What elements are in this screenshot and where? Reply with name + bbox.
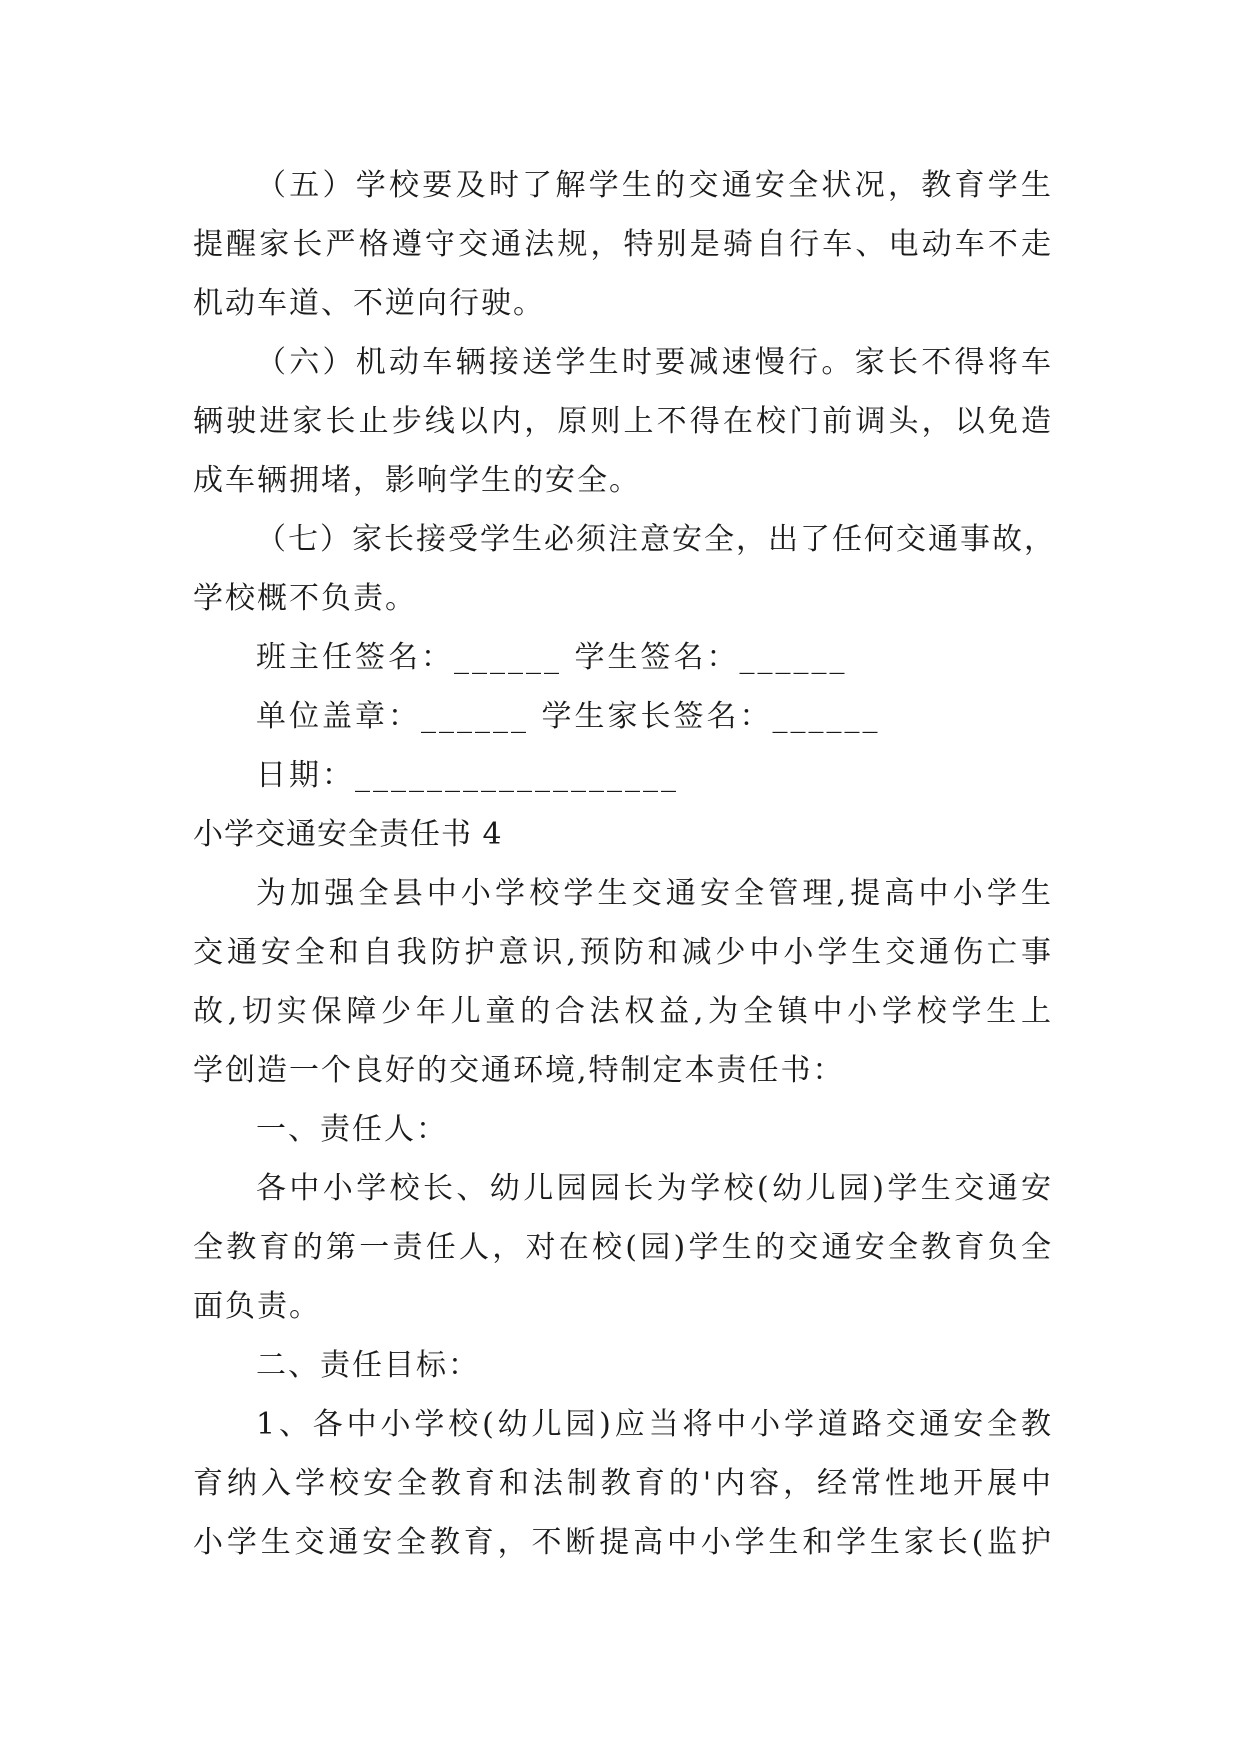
signature-line-stamp-parent: 单位盖章：______ 学生家长签名：______ xyxy=(256,699,881,734)
paragraph-line: 1、各中小学校(幼儿园)应当将中小学道路交通安全教 xyxy=(256,1407,1053,1442)
document-body xyxy=(193,156,1056,1572)
subheading: 二、责任目标： xyxy=(256,1348,480,1383)
date-line: 日期：__________________ xyxy=(256,758,679,793)
subheading: 一、责任人： xyxy=(256,1112,448,1147)
paragraph-line: 机动车道、不逆向行驶。 xyxy=(193,286,545,321)
paragraph-line: （六）机动车辆接送学生时要减速慢行。家长不得将车 xyxy=(256,345,1053,380)
paragraph-line: 为加强全县中小学校学生交通安全管理,提高中小学生 xyxy=(256,876,1053,911)
paragraph-line: （五）学校要及时了解学生的交通安全状况，教育学生 xyxy=(256,168,1053,203)
paragraph-line: 学校概不负责。 xyxy=(193,581,417,616)
paragraph-line: 面负责。 xyxy=(193,1289,321,1324)
paragraph-line: 交通安全和自我防护意识,预防和减少中小学生交通伤亡事 xyxy=(193,935,1053,970)
paragraph-line: 各中小学校长、幼儿园园长为学校(幼儿园)学生交通安 xyxy=(256,1171,1053,1206)
paragraph-line: 小学生交通安全教育，不断提高中小学生和学生家长(监护 xyxy=(193,1525,1053,1560)
paragraph-line: 全教育的第一责任人，对在校(园)学生的交通安全教育负全 xyxy=(193,1230,1053,1265)
paragraph-line: 育纳入学校安全教育和法制教育的'内容，经常性地开展中 xyxy=(193,1466,1053,1501)
paragraph-line: 学创造一个良好的交通环境,特制定本责任书： xyxy=(193,1053,845,1088)
paragraph-line: 故,切实保障少年儿童的合法权益,为全镇中小学校学生上 xyxy=(193,994,1053,1029)
section-title: 小学交通安全责任书 4 xyxy=(193,817,503,852)
paragraph-line: 成车辆拥堵，影响学生的安全。 xyxy=(193,463,641,498)
paragraph-line: （七）家长接受学生必须注意安全，出了任何交通事故， xyxy=(256,522,1056,557)
paragraph-line: 提醒家长严格遵守交通法规，特别是骑自行车、电动车不走 xyxy=(193,227,1053,262)
paragraph-line: 辆驶进家长止步线以内，原则上不得在校门前调头，以免造 xyxy=(193,404,1053,439)
signature-line-teacher-student: 班主任签名：______ 学生签名：______ xyxy=(256,640,848,675)
